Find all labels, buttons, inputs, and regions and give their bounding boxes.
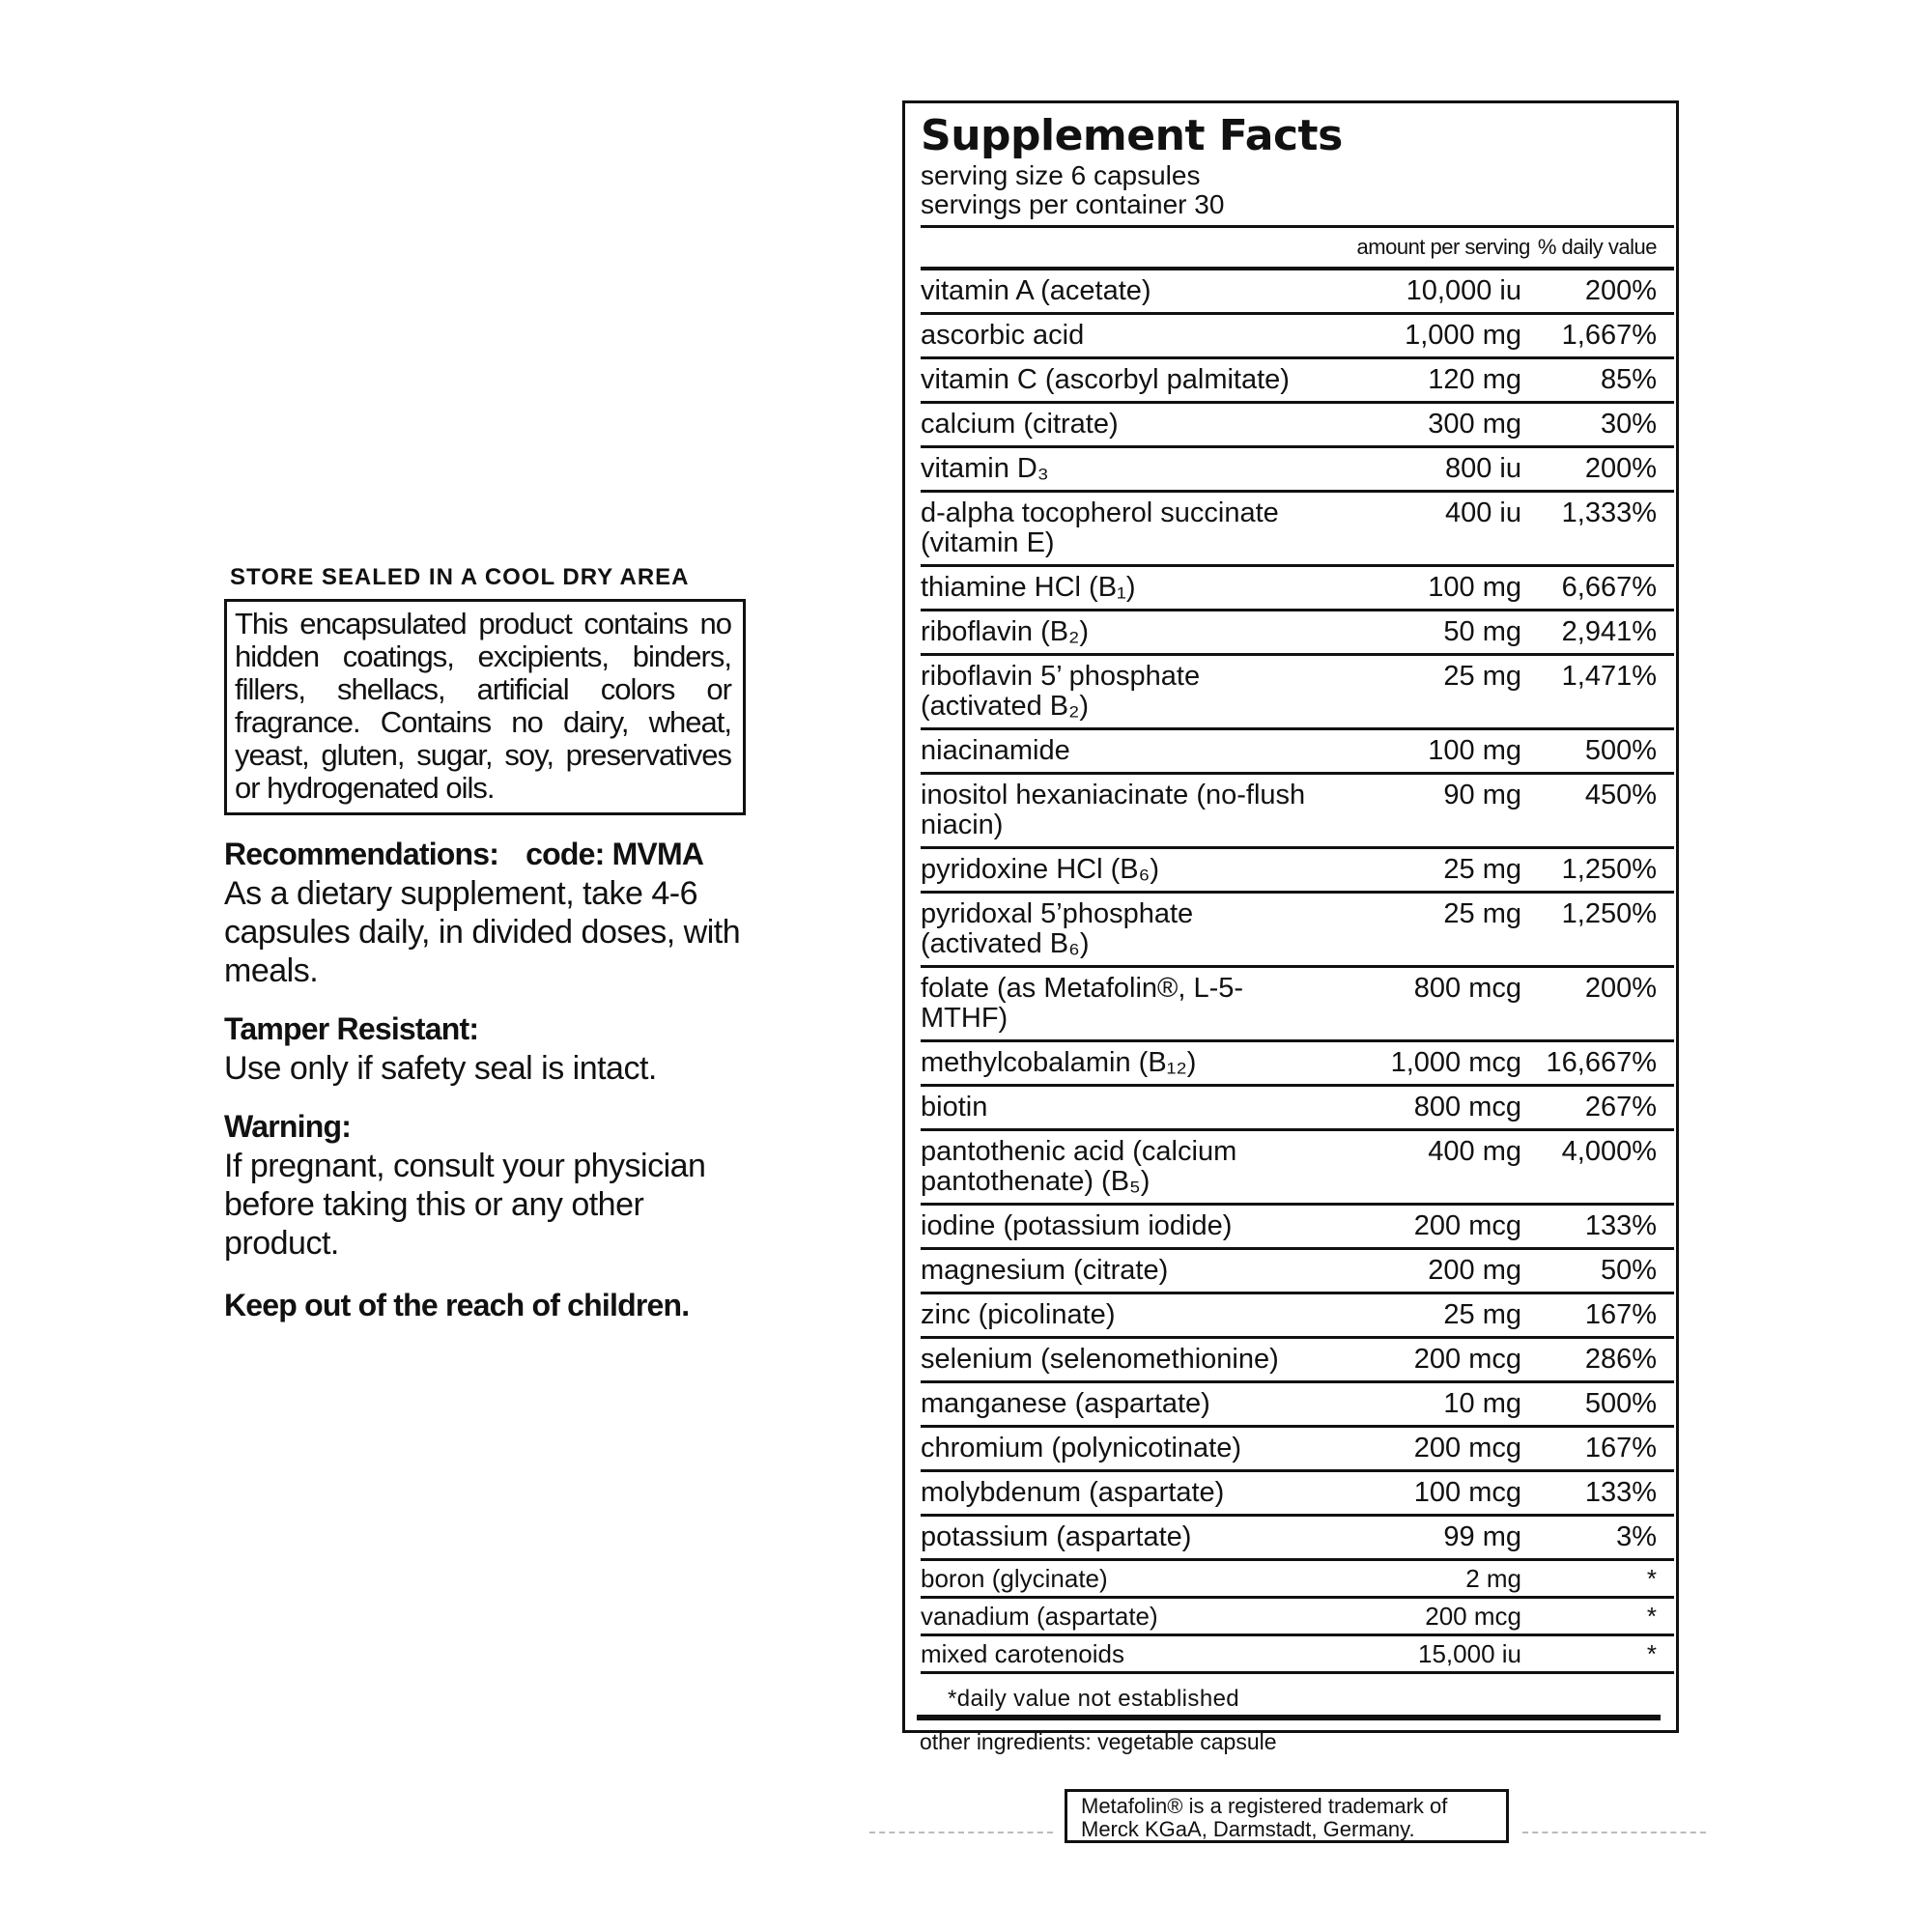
tamper-section xyxy=(224,1011,746,1088)
dv-column-header: % daily value xyxy=(1537,235,1657,259)
nutrient-name: chromium (polynicotinate) xyxy=(921,1433,1242,1463)
ingredients-notice-box: This encapsulated product contains no hidden coatings, excipients, binders, fillers, shellacs, artificial colors or fragrance. Contains no dairy, wheat, yeast, gluten, sugar, soy, preservatives or hydrogenated oils. xyxy=(224,599,746,815)
nutrient-row xyxy=(921,359,1674,404)
nutrient-name: d-alpha tocopherol succinate (vitamin E) xyxy=(921,497,1279,558)
nutrient-row xyxy=(921,270,1674,315)
nutrient-name: thiamine HCl (B₁) xyxy=(921,572,1136,603)
nutrient-daily-value: 167% xyxy=(1584,1299,1657,1330)
nutrient-name: vitamin D₃ xyxy=(921,453,1049,484)
nutrient-daily-value: 85% xyxy=(1600,364,1657,395)
trademark-box: Metafolin® is a registered trademark of Merck KGaA, Darmstadt, Germany. xyxy=(1065,1789,1509,1843)
nutrient-name: riboflavin 5’ phosphate (activated B₂) xyxy=(921,661,1201,722)
nutrient-amount: 10 mg xyxy=(1443,1388,1521,1419)
nutrient-amount: 800 mcg xyxy=(1413,973,1521,1004)
nutrient-row xyxy=(921,1042,1674,1087)
nutrient-amount: 15,000 iu xyxy=(1418,1639,1521,1668)
nutrient-daily-value: 167% xyxy=(1584,1433,1657,1463)
nutrient-name: calcium (citrate) xyxy=(921,409,1119,440)
nutrient-amount: 200 mcg xyxy=(1413,1344,1521,1375)
nutrient-amount: 100 mg xyxy=(1428,572,1521,603)
nutrient-amount: 25 mg xyxy=(1443,854,1521,885)
nutrient-row xyxy=(921,1131,1674,1206)
tamper-text: Use only if safety seal is intact. xyxy=(224,1050,657,1087)
nutrient-row xyxy=(921,730,1674,775)
nutrient-row xyxy=(921,775,1674,849)
nutrient-daily-value: 6,667% xyxy=(1561,572,1657,603)
nutrient-name: vitamin C (ascorbyl palmitate) xyxy=(921,364,1290,395)
recommendations-section xyxy=(224,837,746,990)
nutrient-amount: 90 mg xyxy=(1443,780,1521,810)
nutrient-amount: 800 mcg xyxy=(1413,1092,1521,1122)
nutrient-amount: 25 mg xyxy=(1443,898,1521,929)
dashed-line xyxy=(1522,1832,1706,1833)
nutrient-name: selenium (selenomethionine) xyxy=(921,1344,1279,1375)
nutrient-table xyxy=(921,270,1674,1674)
nutrient-daily-value: * xyxy=(1646,1602,1657,1631)
nutrient-name: magnesium (citrate) xyxy=(921,1255,1169,1286)
nutrient-name: vitamin A (acetate) xyxy=(921,275,1151,306)
nutrient-name: methylcobalamin (B₁₂) xyxy=(921,1047,1197,1078)
supplement-facts-panel xyxy=(902,100,1679,1733)
nutrient-amount: 1,000 mcg xyxy=(1390,1047,1521,1078)
nutrient-amount: 100 mcg xyxy=(1413,1477,1521,1508)
nutrient-name: potassium (aspartate) xyxy=(921,1521,1192,1552)
nutrient-name: inositol hexaniacinate (no-flush niacin) xyxy=(921,780,1306,840)
column-headers xyxy=(921,228,1674,267)
nutrient-name: iodine (potassium iodide) xyxy=(921,1210,1233,1241)
tamper-heading: Tamper Resistant: xyxy=(224,1011,479,1046)
nutrient-name: biotin xyxy=(921,1092,988,1122)
nutrient-daily-value: 1,250% xyxy=(1561,898,1657,929)
nutrient-daily-value: 200% xyxy=(1584,453,1657,484)
nutrient-amount: 10,000 iu xyxy=(1406,275,1521,306)
nutrient-daily-value: 500% xyxy=(1584,1388,1657,1419)
nutrient-daily-value: 30% xyxy=(1600,409,1657,440)
bottom-rule xyxy=(917,1715,1661,1720)
nutrient-name: zinc (picolinate) xyxy=(921,1299,1116,1330)
nutrient-daily-value: 4,000% xyxy=(1561,1136,1657,1167)
nutrient-row xyxy=(921,1472,1674,1517)
other-ingredients: other ingredients: vegetable capsule xyxy=(920,1729,1277,1754)
amount-column-header: amount per serving xyxy=(1356,235,1530,259)
nutrient-row xyxy=(921,849,1674,894)
recommendations-text: As a dietary supplement, take 4-6 capsules daily, in divided doses, with meals. xyxy=(224,875,741,989)
nutrient-amount: 25 mg xyxy=(1443,661,1521,692)
nutrient-name: vanadium (aspartate) xyxy=(921,1602,1158,1631)
dashed-line xyxy=(869,1832,1053,1833)
storage-heading: STORE SEALED IN A COOL DRY AREA xyxy=(230,564,690,590)
serving-size: serving size 6 capsules xyxy=(921,160,1201,190)
nutrient-name: molybdenum (aspartate) xyxy=(921,1477,1225,1508)
nutrient-row xyxy=(921,1561,1674,1599)
nutrient-row xyxy=(921,1517,1674,1561)
nutrient-daily-value: 16,667% xyxy=(1546,1047,1657,1078)
nutrient-daily-value: 500% xyxy=(1584,735,1657,766)
nutrient-name: mixed carotenoids xyxy=(921,1639,1124,1668)
nutrient-daily-value: * xyxy=(1646,1564,1657,1593)
nutrient-amount: 120 mg xyxy=(1428,364,1521,395)
nutrient-row xyxy=(921,1294,1674,1339)
nutrient-amount: 50 mg xyxy=(1443,616,1521,647)
nutrient-daily-value: 133% xyxy=(1584,1477,1657,1508)
nutrient-daily-value: 286% xyxy=(1584,1344,1657,1375)
nutrient-daily-value: 200% xyxy=(1584,973,1657,1004)
nutrient-daily-value: 200% xyxy=(1584,275,1657,306)
nutrient-name: riboflavin (B₂) xyxy=(921,616,1090,647)
nutrient-name: folate (as Metafolin®, L-5-MTHF) xyxy=(921,973,1244,1034)
nutrient-name: niacinamide xyxy=(921,735,1070,766)
nutrient-amount: 300 mg xyxy=(1428,409,1521,440)
nutrient-row xyxy=(921,611,1674,656)
nutrient-amount: 100 mg xyxy=(1428,735,1521,766)
nutrient-amount: 200 mcg xyxy=(1413,1210,1521,1241)
nutrient-daily-value: 267% xyxy=(1584,1092,1657,1122)
nutrient-row xyxy=(921,1250,1674,1294)
nutrient-amount: 200 mg xyxy=(1428,1255,1521,1286)
nutrient-daily-value: 2,941% xyxy=(1561,616,1657,647)
nutrient-row xyxy=(921,1339,1674,1383)
nutrient-name: pyridoxal 5’phosphate (activated B₆) xyxy=(921,898,1194,959)
nutrient-amount: 99 mg xyxy=(1443,1521,1521,1552)
nutrient-row xyxy=(921,1599,1674,1636)
nutrient-amount: 25 mg xyxy=(1443,1299,1521,1330)
nutrient-amount: 200 mcg xyxy=(1425,1602,1521,1631)
nutrient-name: ascorbic acid xyxy=(921,320,1085,351)
keep-out-notice: Keep out of the reach of children. xyxy=(224,1288,690,1322)
nutrient-daily-value: 1,250% xyxy=(1561,854,1657,885)
nutrient-row xyxy=(921,1087,1674,1131)
nutrient-amount: 1,000 mg xyxy=(1405,320,1521,351)
nutrient-daily-value: * xyxy=(1646,1639,1657,1668)
nutrient-row xyxy=(921,315,1674,359)
nutrient-amount: 2 mg xyxy=(1465,1564,1521,1593)
nutrient-row xyxy=(921,567,1674,611)
nutrient-daily-value: 3% xyxy=(1616,1521,1657,1552)
nutrient-row xyxy=(921,894,1674,968)
nutrient-row xyxy=(921,656,1674,730)
recommendations-heading: Recommendations: code: MVMA xyxy=(224,837,704,871)
nutrient-daily-value: 450% xyxy=(1584,780,1657,810)
nutrient-amount: 400 mg xyxy=(1428,1136,1521,1167)
nutrient-name: manganese (aspartate) xyxy=(921,1388,1210,1419)
nutrient-name: boron (glycinate) xyxy=(921,1564,1108,1593)
nutrient-row xyxy=(921,1206,1674,1250)
nutrient-amount: 400 iu xyxy=(1444,497,1521,528)
nutrient-daily-value: 1,667% xyxy=(1561,320,1657,351)
nutrient-daily-value: 1,471% xyxy=(1561,661,1657,692)
nutrient-row xyxy=(921,1636,1674,1674)
nutrient-row xyxy=(921,1383,1674,1428)
nutrient-row xyxy=(921,968,1674,1042)
left-column xyxy=(224,564,746,1323)
warning-heading: Warning: xyxy=(224,1109,352,1144)
servings-per-container: servings per container 30 xyxy=(921,189,1225,219)
nutrient-daily-value: 50% xyxy=(1600,1255,1657,1286)
nutrient-amount: 800 iu xyxy=(1444,453,1521,484)
nutrient-daily-value: 1,333% xyxy=(1561,497,1657,528)
nutrient-row xyxy=(921,493,1674,567)
warning-text: If pregnant, consult your physician before taking this or any other product. xyxy=(224,1148,706,1262)
nutrient-name: pantothenic acid (calcium pantothenate) (B₅) xyxy=(921,1136,1237,1197)
nutrient-amount: 200 mcg xyxy=(1413,1433,1521,1463)
nutrient-row xyxy=(921,1428,1674,1472)
nutrient-row xyxy=(921,404,1674,448)
footnote: *daily value not established xyxy=(948,1686,1240,1712)
nutrient-row xyxy=(921,448,1674,493)
nutrient-daily-value: 133% xyxy=(1584,1210,1657,1241)
warning-section xyxy=(224,1109,746,1263)
product-code: code: MVMA xyxy=(526,837,704,871)
nutrient-name: pyridoxine HCl (B₆) xyxy=(921,854,1159,885)
facts-title: Supplement Facts xyxy=(921,111,1343,160)
